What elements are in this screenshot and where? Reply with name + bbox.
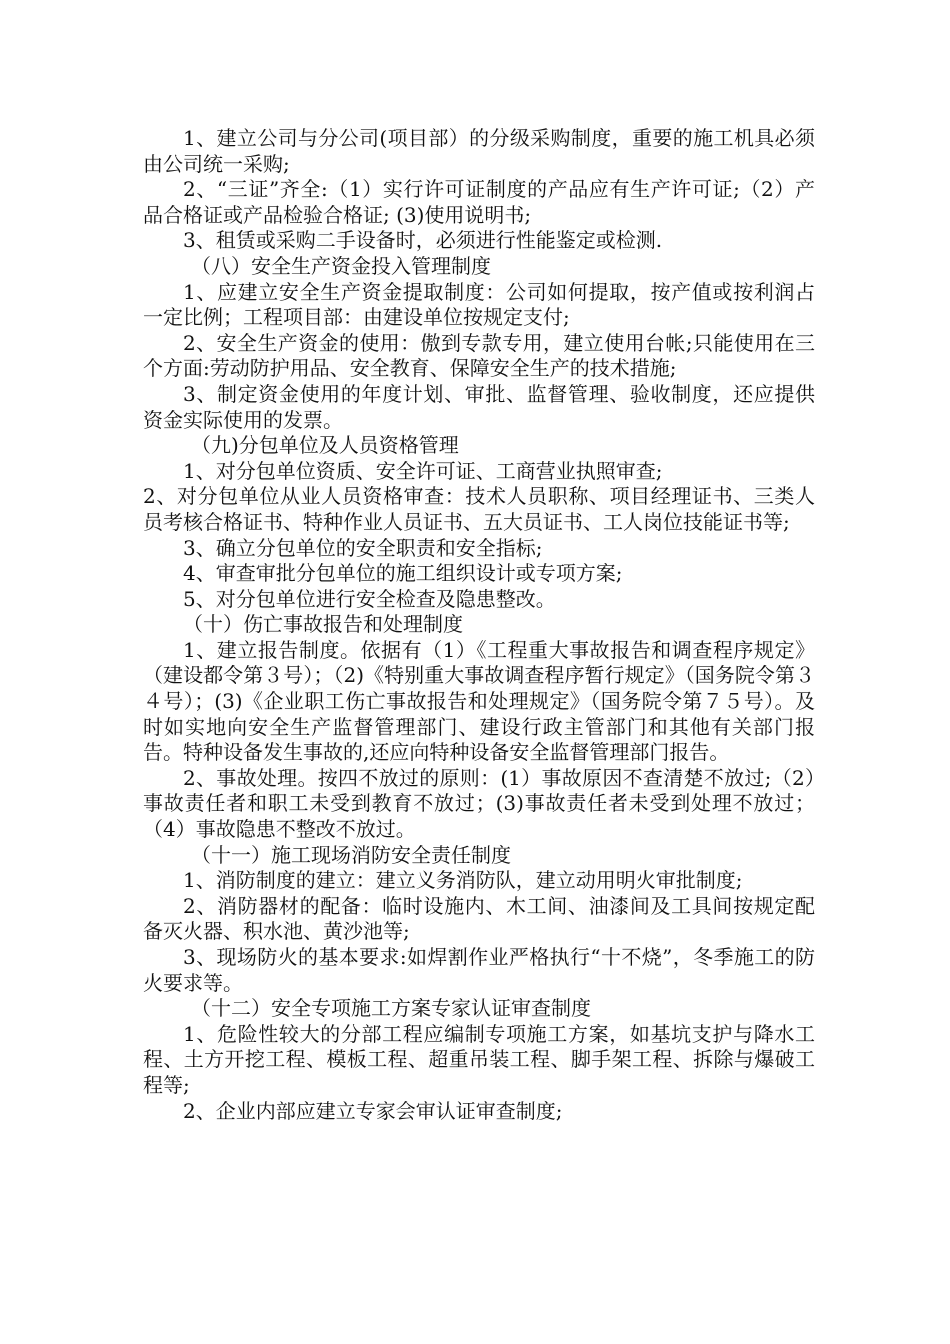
paragraph: 5、对分包单位进行安全检查及隐患整改。 <box>183 586 556 611</box>
section-heading: （十一）施工现场消防安全责任制度 <box>191 842 511 867</box>
paragraph: 1、建立报告制度。依据有（1）《工程重大事故报告和调查程序规定》（建设都令第３号）；（2)《特别重大事故调查程序暂行规定》（国务院令第３４号）；(3)《企业职工伤亡事故报告和处理规定》（国务院令第７５号）。及时如实地向安全生产监督管理部门、建设行政主管部门和其他有关部门报告。特种设备发生事故的,还应向特种设备安全监督管理部门报告。 <box>143 637 815 765</box>
paragraph: 2、“三证”齐全:（1）实行许可证制度的产品应有生产许可证;（2）产品合格证或产品检验合格证; (3)使用说明书; <box>143 177 815 227</box>
paragraph: 2、企业内部应建立专家会审认证审查制度; <box>183 1098 563 1123</box>
paragraph: 3、制定资金使用的年度计划、审批、监督管理、验收制度，还应提供资金实际使用的发票。 <box>143 381 815 432</box>
paragraph: 3、租赁或采购二手设备时，必须进行性能鉴定或检测. <box>183 228 663 253</box>
paragraph: 2、消防器材的配备：临时设施内、木工间、油漆间及工具间按规定配备灭火器、积水池、黄沙池等; <box>143 893 815 944</box>
paragraph: 2、事故处理。按四不放过的原则：(1）事故原因不查清楚不放过;（2）事故责任者和职工未受到教育不放过；(3)事故责任者未受到处理不放过；（4）事故隐患不整改不放过。 <box>143 765 815 842</box>
section-heading: （八）安全生产资金投入管理制度 <box>191 253 491 278</box>
paragraph: 1、建立公司与分公司(项目部）的分级采购制度，重要的施工机具必须由公司统一采购; <box>143 126 815 176</box>
paragraph: 1、危险性较大的分部工程应编制专项施工方案，如基坑支护与降水工程、土方开挖工程、模板工程、超重吊装工程、脚手架工程、拆除与爆破工程等; <box>143 1021 815 1097</box>
paragraph: 1、消防制度的建立：建立义务消防队，建立动用明火审批制度; <box>183 868 743 893</box>
section-heading: （十）伤亡事故报告和处理制度 <box>183 612 463 637</box>
document-page <box>143 126 815 1124</box>
paragraph: 1、对分包单位资质、安全许可证、工商营业执照审查; <box>183 458 663 483</box>
paragraph: 1、应建立安全生产资金提取制度：公司如何提取，按产值或按利润占一定比例；工程项目部：由建设单位按规定支付; <box>143 279 815 330</box>
section-heading: （九)分包单位及人员资格管理 <box>191 433 459 458</box>
section-heading: （十二）安全专项施工方案专家认证审查制度 <box>191 996 591 1021</box>
paragraph: 3、确立分包单位的安全职责和安全指标; <box>183 535 543 560</box>
paragraph: 3、现场防火的基本要求:如焊割作业严格执行“十不烧”，冬季施工的防火要求等。 <box>143 945 815 995</box>
paragraph: 4、审查审批分包单位的施工组织设计或专项方案; <box>183 561 623 586</box>
paragraph: 2、安全生产资金的使用：傲到专款专用，建立使用台帐;只能使用在三个方面:劳动防护用品、安全教育、保障安全生产的技术措施; <box>143 330 815 381</box>
paragraph: 2、对分包单位从业人员资格审查：技术人员职称、项目经理证书、三类人员考核合格证书、特种作业人员证书、五大员证书、工人岗位技能证书等; <box>143 484 815 534</box>
